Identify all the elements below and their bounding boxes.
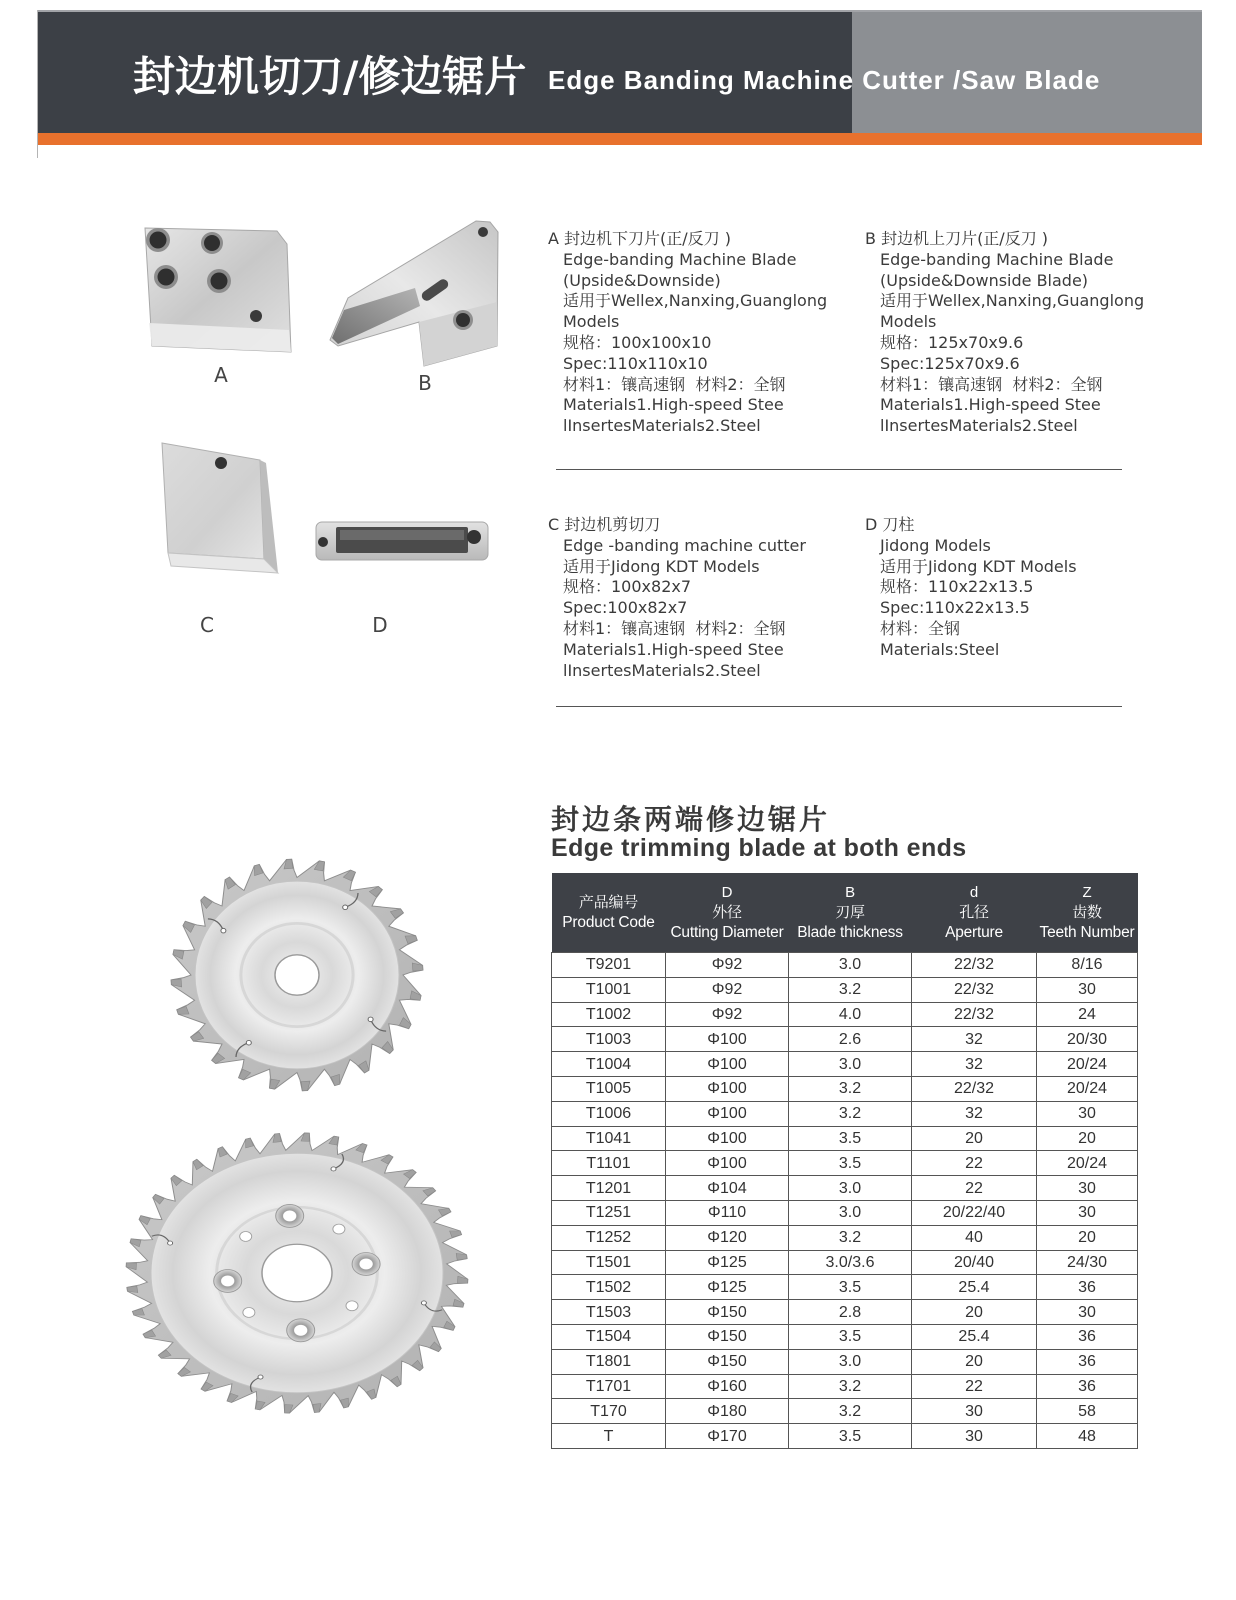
cell-teeth-number: 48: [1037, 1424, 1138, 1449]
image-label-b: B: [418, 371, 432, 395]
product-spec-line: lInsertesMaterials2.Steel: [563, 416, 761, 436]
expansion-slot-end: [331, 1167, 336, 1171]
cell-teeth-number: 20/30: [1037, 1027, 1138, 1052]
small-hole: [250, 310, 262, 322]
cell-blade-thickness: 2.8: [789, 1300, 912, 1325]
cell-aperture: 20: [912, 1126, 1037, 1151]
cell-aperture: 22/32: [912, 977, 1037, 1002]
header-blade-thickness: [789, 873, 912, 953]
cell-cutting-diameter: Φ170: [666, 1424, 789, 1449]
cell-aperture: 25.4: [912, 1275, 1037, 1300]
countersunk-hole: [214, 1269, 242, 1292]
cell-teeth-number: 20/24: [1037, 1151, 1138, 1176]
saw-blade-small: [171, 859, 423, 1091]
countersunk-hole: [287, 1319, 315, 1342]
cell-aperture: 22: [912, 1176, 1037, 1201]
product-spec-line: Materials:Steel: [880, 639, 1000, 659]
product-image-b: [320, 210, 510, 375]
product-spec-line: 适用于Jidong KDT Models: [880, 556, 1077, 576]
cell-aperture: 40: [912, 1225, 1037, 1250]
cell-cutting-diameter: Φ150: [666, 1324, 789, 1349]
cell-product-code: T1701: [552, 1374, 666, 1399]
product-spec-line: Spec:100x82x7: [563, 598, 688, 618]
header-cutting-diameter: [666, 873, 789, 953]
mounting-hole-center: [211, 273, 228, 290]
expansion-slot-end: [221, 928, 226, 933]
cell-teeth-number: 36: [1037, 1275, 1138, 1300]
product-desc-d: [865, 515, 1077, 661]
cell-aperture: 20: [912, 1349, 1037, 1374]
product-image-c: [150, 435, 290, 580]
mounting-hole-center: [158, 269, 175, 286]
bar-recess-highlight: [340, 530, 464, 540]
table-row: [552, 1324, 1138, 1349]
cell-product-code: T9201: [552, 953, 666, 978]
expansion-slot-end: [168, 1241, 173, 1245]
header-aperture: [912, 873, 1037, 953]
cell-aperture: 20/22/40: [912, 1200, 1037, 1225]
table-row: [552, 1126, 1138, 1151]
cell-product-code: T1251: [552, 1200, 666, 1225]
header-cn: 外径: [712, 903, 742, 921]
cell-blade-thickness: 4.0: [789, 1002, 912, 1027]
countersunk-hole: [352, 1253, 380, 1276]
product-spec-line: 材料1：镶高速钢 材料2：全钢: [880, 374, 1103, 394]
cell-cutting-diameter: Φ180: [666, 1399, 789, 1424]
product-heading: A 封边机下刀片(正/反刀 ): [548, 229, 731, 248]
cell-product-code: T1501: [552, 1250, 666, 1275]
countersunk-hole: [276, 1204, 304, 1227]
expansion-slot-end: [246, 1040, 251, 1045]
cell-product-code: T1004: [552, 1052, 666, 1077]
cell-aperture: 30: [912, 1399, 1037, 1424]
pin-hole: [240, 1232, 252, 1242]
section-divider: [556, 469, 1122, 470]
cell-blade-thickness: 3.5: [789, 1324, 912, 1349]
cell-teeth-number: 30: [1037, 977, 1138, 1002]
cell-teeth-number: 20: [1037, 1126, 1138, 1151]
table-row: [552, 1250, 1138, 1275]
cell-aperture: 30: [912, 1424, 1037, 1449]
cell-product-code: T1101: [552, 1151, 666, 1176]
mounting-hole-center: [456, 313, 470, 327]
cell-cutting-diameter: Φ100: [666, 1027, 789, 1052]
cell-teeth-number: 20: [1037, 1225, 1138, 1250]
cutter-face: [162, 443, 264, 559]
cell-blade-thickness: 3.2: [789, 1225, 912, 1250]
cell-blade-thickness: 3.0: [789, 953, 912, 978]
cell-blade-thickness: 3.2: [789, 1076, 912, 1101]
expansion-slot-end: [421, 1301, 426, 1305]
product-desc-a: [548, 229, 827, 437]
cell-aperture: 22: [912, 1374, 1037, 1399]
header-en: Blade thickness: [797, 923, 903, 941]
product-heading: C 封边机剪切刀: [548, 515, 661, 534]
header-en: Teeth Number: [1039, 923, 1135, 941]
cell-blade-thickness: 3.0: [789, 1200, 912, 1225]
cell-blade-thickness: 3.5: [789, 1424, 912, 1449]
product-heading: B 封边机上刀片(正/反刀 ): [865, 229, 1049, 248]
header-cn: 刃厚: [835, 903, 865, 921]
product-spec-line: 适用于Wellex,Nanxing,Guanglong: [563, 291, 828, 311]
page-edge-line: [37, 10, 38, 158]
cell-cutting-diameter: Φ104: [666, 1176, 789, 1201]
product-spec-line: 材料：全钢: [880, 618, 961, 638]
cell-product-code: T1005: [552, 1076, 666, 1101]
cell-teeth-number: 30: [1037, 1101, 1138, 1126]
cell-cutting-diameter: Φ100: [666, 1126, 789, 1151]
cell-cutting-diameter: Φ92: [666, 977, 789, 1002]
product-spec-line: Spec:110x110x10: [563, 353, 708, 373]
cell-product-code: T1504: [552, 1324, 666, 1349]
cell-teeth-number: 24/30: [1037, 1250, 1138, 1275]
pin-hole: [346, 1301, 358, 1311]
expansion-slot-end: [258, 1375, 263, 1379]
cell-blade-thickness: 3.2: [789, 1399, 912, 1424]
cell-aperture: 32: [912, 1027, 1037, 1052]
image-label-d: D: [372, 613, 388, 637]
cell-product-code: T1252: [552, 1225, 666, 1250]
header-product-code: [552, 873, 666, 953]
cell-cutting-diameter: Φ92: [666, 1002, 789, 1027]
cell-product-code: T1041: [552, 1126, 666, 1151]
product-spec-line: Edge-banding Machine Blade: [563, 249, 797, 269]
table-row: [552, 1374, 1138, 1399]
product-spec-line: Edge -banding machine cutter: [563, 535, 806, 555]
cell-cutting-diameter: Φ100: [666, 1052, 789, 1077]
product-desc-b: [865, 229, 1144, 437]
cell-teeth-number: 58: [1037, 1399, 1138, 1424]
section-title-cn: 封边条两端修边锯片: [551, 803, 831, 836]
table-row: [552, 953, 1138, 978]
cell-blade-thickness: 3.0: [789, 1052, 912, 1077]
product-spec-line: 材料1：镶高速钢 材料2：全钢: [563, 374, 786, 394]
product-spec-line: 规格：125x70x9.6: [880, 332, 1024, 352]
product-spec-line: 规格：100x82x7: [563, 577, 692, 597]
cell-product-code: T1201: [552, 1176, 666, 1201]
product-spec-line: lInsertesMaterials2.Steel: [563, 660, 761, 680]
product-spec-line: 规格：110x22x13.5: [880, 577, 1034, 597]
table-row: [552, 1151, 1138, 1176]
carbide-tooth-tip: [341, 1398, 349, 1408]
cell-blade-thickness: 3.2: [789, 977, 912, 1002]
cell-teeth-number: 8/16: [1037, 953, 1138, 978]
cell-cutting-diameter: Φ100: [666, 1151, 789, 1176]
header-symbol: B: [845, 883, 855, 901]
cell-cutting-diameter: Φ110: [666, 1200, 789, 1225]
cell-teeth-number: 20/24: [1037, 1076, 1138, 1101]
cell-aperture: 22: [912, 1151, 1037, 1176]
cell-aperture: 25.4: [912, 1324, 1037, 1349]
table-row: [552, 1002, 1138, 1027]
cell-product-code: T170: [552, 1399, 666, 1424]
table-row: [552, 1027, 1138, 1052]
table-row: [552, 1101, 1138, 1126]
mounting-hole-center: [150, 232, 167, 249]
product-spec-line: 材料1：镶高速钢 材料2：全钢: [563, 618, 786, 638]
product-spec-line: Jidong Models: [880, 535, 991, 555]
product-spec-line: 适用于Wellex,Nanxing,Guanglong: [880, 291, 1145, 311]
header-symbol: d: [969, 883, 979, 901]
mounting-hole-center: [204, 235, 220, 251]
cell-cutting-diameter: Φ100: [666, 1076, 789, 1101]
cell-blade-thickness: 3.2: [789, 1101, 912, 1126]
cell-blade-thickness: 3.0: [789, 1349, 912, 1374]
cell-cutting-diameter: Φ92: [666, 953, 789, 978]
cell-teeth-number: 36: [1037, 1324, 1138, 1349]
pin-hole: [243, 1308, 255, 1318]
spec-table: [551, 873, 1138, 1449]
cell-aperture: 20: [912, 1300, 1037, 1325]
table-row: [552, 1424, 1138, 1449]
carbide-tooth-tip: [133, 1309, 145, 1315]
product-heading: D 刀柱: [865, 515, 915, 534]
cell-teeth-number: 20/24: [1037, 1052, 1138, 1077]
cell-blade-thickness: 3.5: [789, 1126, 912, 1151]
table-row: [552, 1225, 1138, 1250]
cell-aperture: 22/32: [912, 953, 1037, 978]
cell-product-code: T1502: [552, 1275, 666, 1300]
product-image-a: [130, 215, 305, 365]
header-en: Aperture: [945, 923, 1003, 941]
cell-teeth-number: 30: [1037, 1176, 1138, 1201]
image-label-c: C: [200, 613, 214, 637]
cell-aperture: 32: [912, 1052, 1037, 1077]
product-spec-line: Materials1.High-speed Stee: [563, 639, 784, 659]
cell-product-code: T1003: [552, 1027, 666, 1052]
cell-blade-thickness: 3.0/3.6: [789, 1250, 912, 1275]
product-spec-line: 规格：100x100x10: [563, 332, 712, 352]
cell-teeth-number: 36: [1037, 1349, 1138, 1374]
product-spec-line: Models: [880, 312, 937, 332]
carbide-tooth-tip: [246, 1138, 254, 1148]
product-spec-line: (Upside&Downside): [563, 270, 721, 290]
cell-aperture: 20/40: [912, 1250, 1037, 1275]
mounting-hole: [215, 457, 227, 469]
image-label-a: A: [214, 363, 228, 387]
product-spec-line: 适用于Jidong KDT Models: [563, 556, 760, 576]
header-cn: 齿数: [1072, 903, 1102, 921]
cell-blade-thickness: 3.2: [789, 1374, 912, 1399]
cell-aperture: 22/32: [912, 1076, 1037, 1101]
saw-blade-images: [100, 840, 500, 1440]
expansion-slot-end: [343, 905, 348, 910]
product-spec-line: Models: [563, 312, 620, 332]
header-en: Product Code: [562, 913, 655, 931]
header-en: Cutting Diameter: [670, 923, 784, 941]
cell-teeth-number: 24: [1037, 1002, 1138, 1027]
product-spec-line: Materials1.High-speed Stee: [880, 395, 1101, 415]
cell-aperture: 32: [912, 1101, 1037, 1126]
cell-teeth-number: 36: [1037, 1374, 1138, 1399]
product-desc-c: [548, 515, 806, 681]
cell-product-code: T1002: [552, 1002, 666, 1027]
cell-cutting-diameter: Φ150: [666, 1300, 789, 1325]
expansion-slot-end: [368, 1017, 373, 1022]
table-header-row: [552, 873, 1138, 953]
cell-blade-thickness: 3.5: [789, 1151, 912, 1176]
table-row: [552, 977, 1138, 1002]
table-row: [552, 1200, 1138, 1225]
table-row: [552, 1176, 1138, 1201]
cell-cutting-diameter: Φ120: [666, 1225, 789, 1250]
page-title-cn: 封边机切刀/修边锯片: [133, 52, 527, 101]
product-spec-line: Materials1.High-speed Stee: [563, 395, 784, 415]
table-row: [552, 1349, 1138, 1374]
table-header: [552, 873, 1138, 953]
saw-blade-large: [126, 1133, 468, 1413]
cell-product-code: T: [552, 1424, 666, 1449]
carbide-tooth-tip: [450, 1231, 462, 1237]
header-symbol: D: [721, 883, 733, 901]
cell-cutting-diameter: Φ150: [666, 1349, 789, 1374]
header-orange-stripe: [38, 133, 1202, 145]
header-teeth-number: [1037, 873, 1138, 953]
small-hole: [478, 227, 488, 237]
mounting-hole: [318, 537, 328, 547]
product-spec-line: Edge-banding Machine Blade: [880, 249, 1114, 269]
section-title-en: Edge trimming blade at both ends: [551, 834, 967, 862]
header-cn: 产品编号: [578, 893, 639, 911]
table-body: [552, 953, 1138, 1449]
product-spec-line: Spec:125x70x9.6: [880, 353, 1020, 373]
cell-cutting-diameter: Φ125: [666, 1250, 789, 1275]
cell-product-code: T1503: [552, 1300, 666, 1325]
arbor-hole: [262, 1244, 332, 1301]
cell-teeth-number: 30: [1037, 1300, 1138, 1325]
cell-product-code: T1801: [552, 1349, 666, 1374]
table-row: [552, 1275, 1138, 1300]
cell-aperture: 22/32: [912, 1002, 1037, 1027]
product-image-d: [310, 515, 495, 570]
cell-cutting-diameter: Φ100: [666, 1101, 789, 1126]
section-divider: [556, 706, 1122, 707]
header-symbol: Z: [1082, 883, 1092, 901]
cell-blade-thickness: 2.6: [789, 1027, 912, 1052]
table-row: [552, 1300, 1138, 1325]
cell-teeth-number: 30: [1037, 1200, 1138, 1225]
arbor-hole: [275, 955, 319, 995]
cell-product-code: T1001: [552, 977, 666, 1002]
product-spec-line: lInsertesMaterials2.Steel: [880, 416, 1078, 436]
cell-blade-thickness: 3.5: [789, 1275, 912, 1300]
product-spec-line: Spec:110x22x13.5: [880, 598, 1030, 618]
product-spec-line: (Upside&Downside Blade): [880, 270, 1089, 290]
table-row: [552, 1052, 1138, 1077]
table-row: [552, 1399, 1138, 1424]
page-title-en: Edge Banding Machine Cutter /Saw Blade: [548, 65, 1101, 95]
cell-cutting-diameter: Φ125: [666, 1275, 789, 1300]
cell-product-code: T1006: [552, 1101, 666, 1126]
table-row: [552, 1076, 1138, 1101]
cell-cutting-diameter: Φ160: [666, 1374, 789, 1399]
header-cn: 孔径: [959, 903, 989, 921]
cell-blade-thickness: 3.0: [789, 1176, 912, 1201]
pin-hole: [333, 1224, 345, 1234]
mounting-hole: [467, 530, 481, 544]
